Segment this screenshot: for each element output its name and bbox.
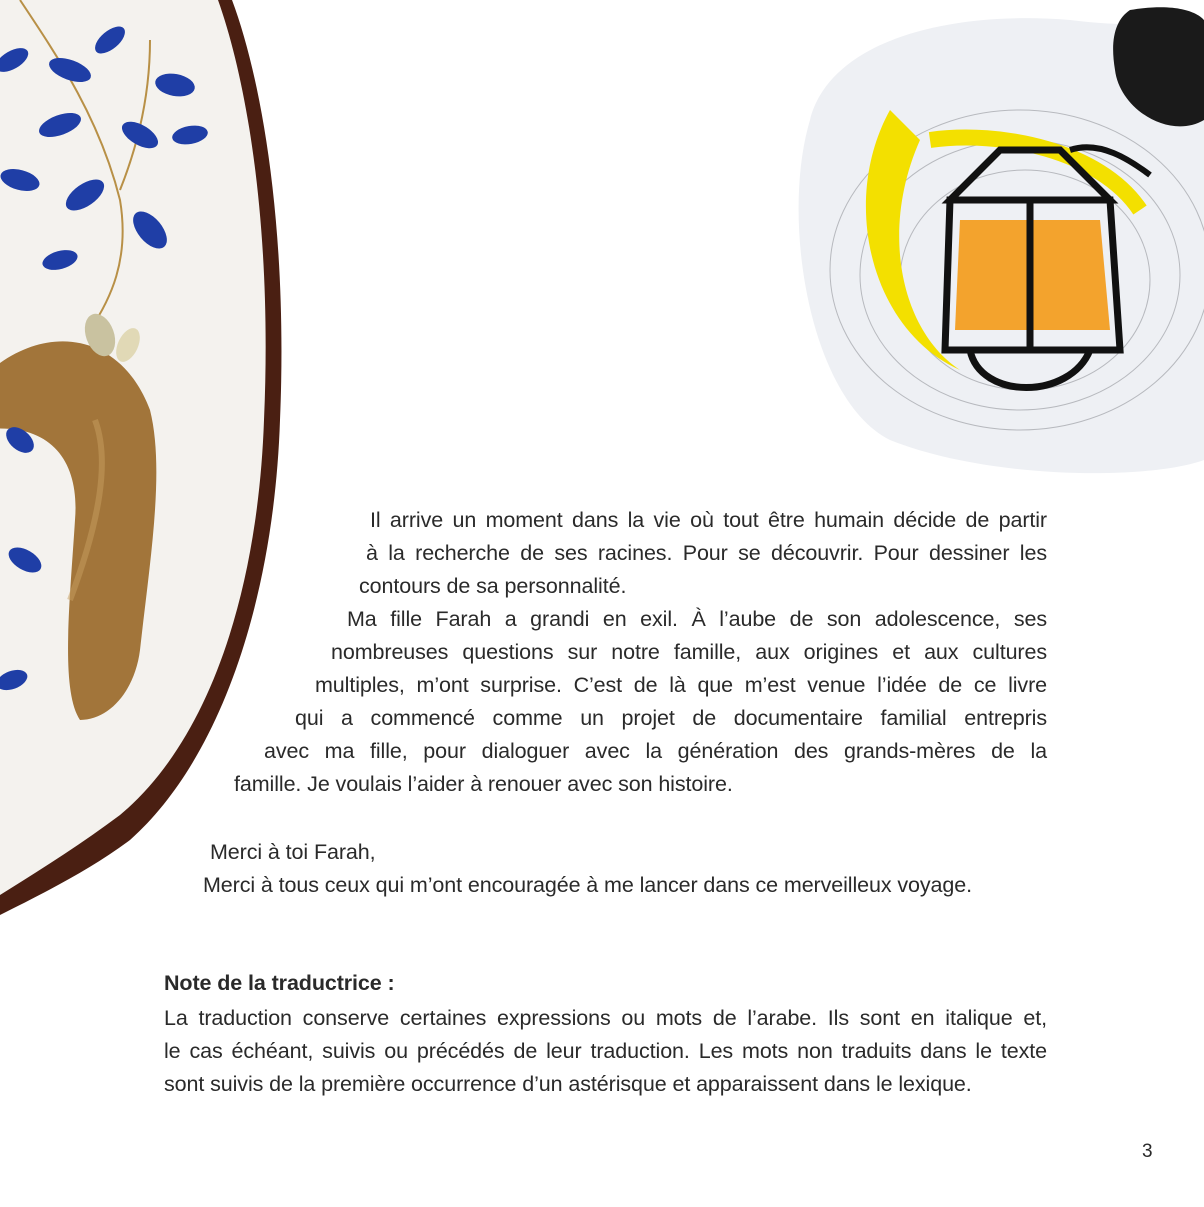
thanks-line: Merci à toi Farah, [210, 840, 376, 864]
translator-note-title: Note de la traductrice : [164, 971, 395, 995]
intro-line: qui a commencé comme un projet de documentaire familial entrepris [295, 706, 1047, 730]
thanks-line: Merci à tous ceux qui m’ont encouragée à me lancer dans ce merveilleux voyage. [203, 873, 972, 897]
translator-note-line: le cas échéant, suivis ou précédés de leur traduction. Les mots non traduits dans le texte [164, 1039, 1047, 1063]
intro-line: avec ma fille, pour dialoguer avec la génération des grands-mères de la [264, 739, 1047, 763]
intro-line: à la recherche de ses racines. Pour se découvrir. Pour dessiner les [366, 541, 1047, 565]
translator-note-line: sont suivis de la première occurrence d’un astérisque et apparaissent dans le lexique. [164, 1072, 972, 1096]
intro-line: contours de sa personnalité. [359, 574, 627, 598]
intro-line: famille. Je voulais l’aider à renouer avec son histoire. [234, 772, 733, 796]
page-number: 3 [1142, 1141, 1153, 1162]
lantern-illustration [770, 0, 1204, 480]
intro-line: multiples, m’ont surprise. C’est de là que m’est venue l’idée de ce livre [315, 673, 1047, 697]
intro-line: nombreuses questions sur notre famille, aux origines et aux cultures [331, 640, 1047, 664]
intro-line: Il arrive un moment dans la vie où tout être humain décide de partir [370, 508, 1047, 532]
intro-line: Ma fille Farah a grandi en exil. À l’aube de son adolescence, ses [347, 607, 1047, 631]
translator-note-line: La traduction conserve certaines expressions ou mots de l’arabe. Ils sont en italique et, [164, 1006, 1047, 1030]
